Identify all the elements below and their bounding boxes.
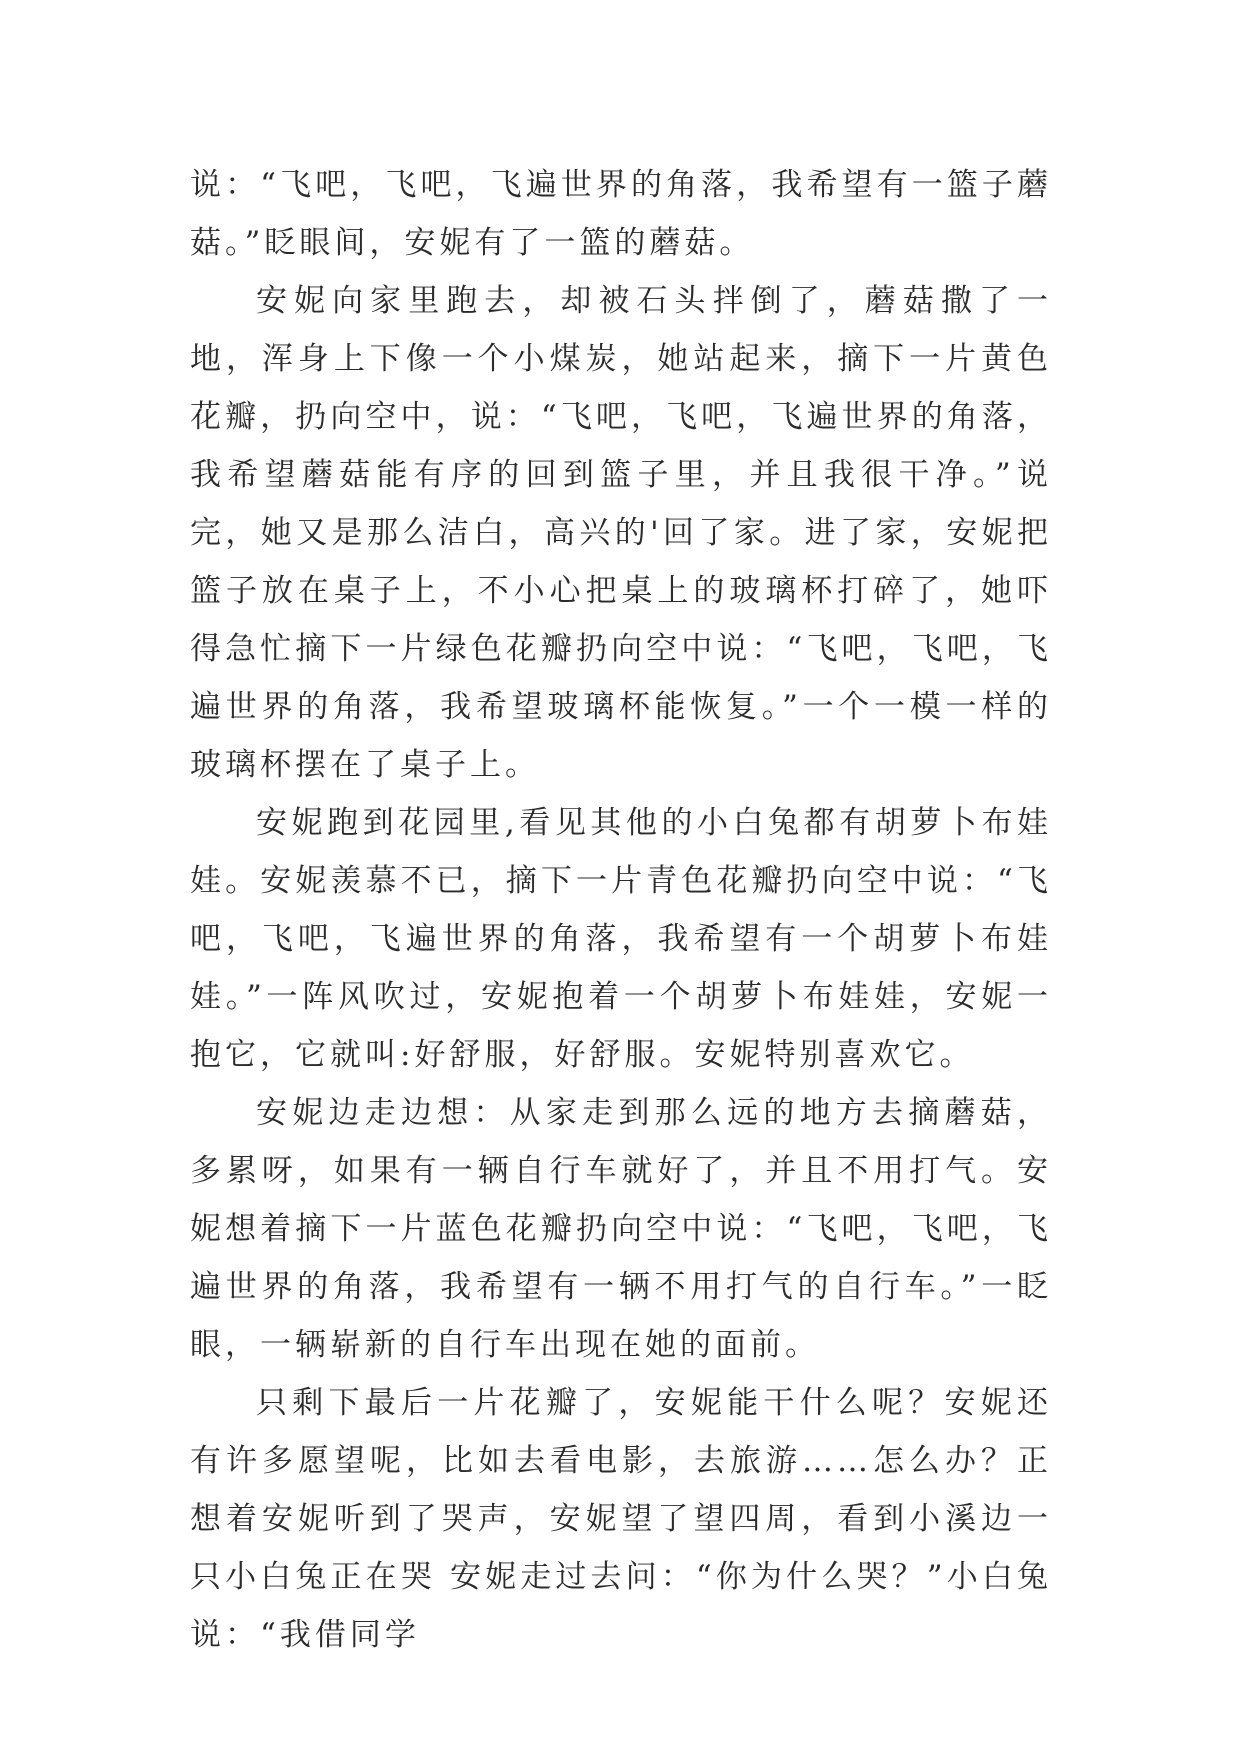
paragraph-2: 安妮向家里跑去，却被石头拌倒了，蘑菇撒了一地，浑身上下像一个小煤炭，她站起来，摘下一片黄色花瓣，扔向空中，说：“飞吧，飞吧，飞遍世界的角落，我希望蘑菇能有序的回到篮子里，并且我很干净。”说完，她又是那么洁白，高兴的'回了家。进了家，安妮把篮子放在桌子上，不小心把桌上的玻璃杯打碎了，她吓得急忙摘下一片绿色花瓣扔向空中说：“飞吧，飞吧，飞遍世界的角落，我希望玻璃杯能恢复。”一个一模一样的玻璃杯摆在了桌子上。: [190, 283, 1052, 783]
paragraph-4: 安妮边走边想：从家走到那么远的地方去摘蘑菇，多累呀，如果有一辆自行车就好了，并且不用打气。安妮想着摘下一片蓝色花瓣扔向空中说：“飞吧，飞吧，飞遍世界的角落，我希望有一辆不用打气的自行车。”一眨眼，一辆崭新的自行车出现在她的面前。: [190, 1095, 1052, 1363]
paragraph-1: 说：“飞吧，飞吧，飞遍世界的角落，我希望有一篮子蘑菇。”眨眼间，安妮有了一篮的蘑菇。: [190, 167, 1052, 261]
story-text: [190, 156, 1052, 1664]
paragraph-3: 安妮跑到花园里,看见其他的小白兔都有胡萝卜布娃娃。安妮羡慕不已，摘下一片青色花瓣扔向空中说：“飞吧，飞吧，飞遍世界的角落，我希望有一个胡萝卜布娃娃。”一阵风吹过，安妮抱着一个胡萝卜布娃娃，安妮一抱它，它就叫:好舒服，好舒服。安妮特别喜欢它。: [190, 805, 1052, 1073]
paragraph-5: 只剩下最后一片花瓣了，安妮能干什么呢？安妮还有许多愿望呢，比如去看电影，去旅游……怎么办？正想着安妮听到了哭声，安妮望了望四周，看到小溪边一只小白兔正在哭 安妮走过去问：“你为什么哭？”小白兔说：“我借同学: [190, 1385, 1052, 1653]
